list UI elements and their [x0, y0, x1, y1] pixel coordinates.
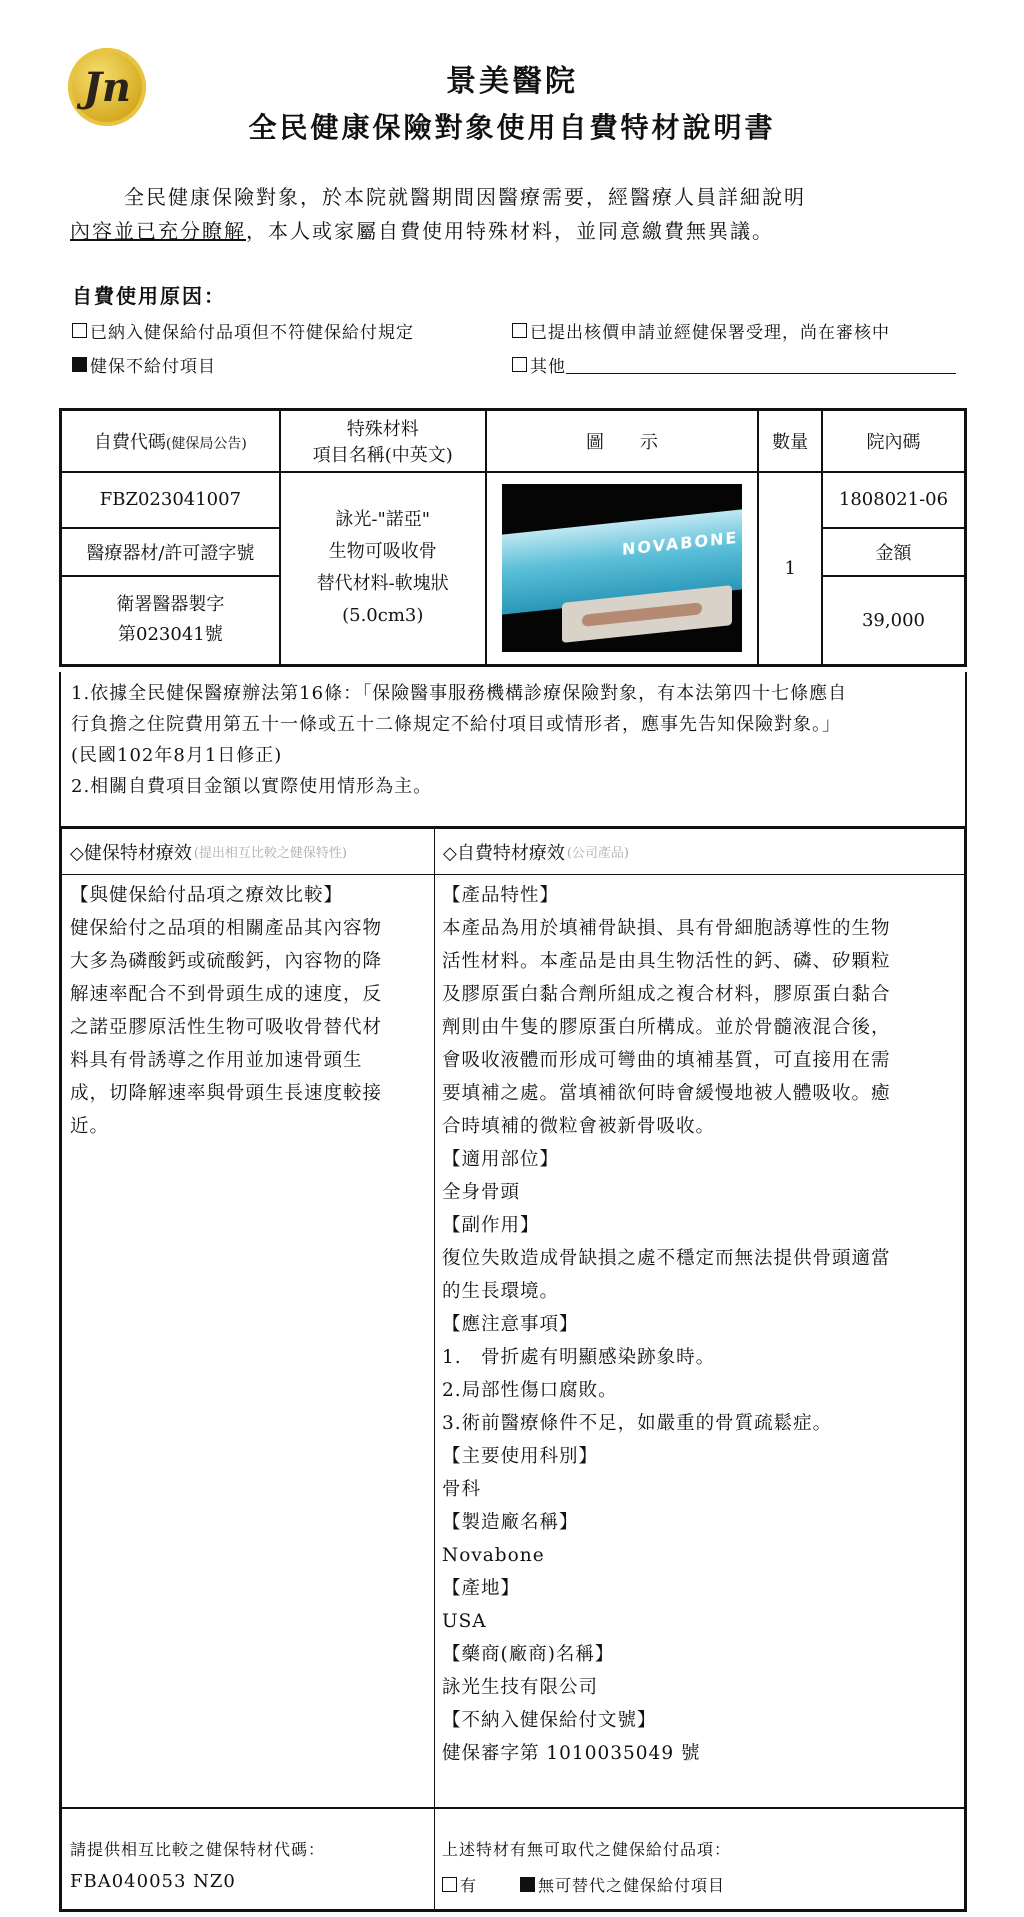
- item-hosp-code: 1808021-06: [822, 472, 966, 528]
- compare-table: [59, 826, 967, 1912]
- intro-underlined: 內容並已充分瞭解: [70, 219, 246, 243]
- content-line: 解速率配合不到骨頭生成的速度，反: [70, 984, 383, 1005]
- hospital-name: 景美醫院: [446, 64, 578, 99]
- header-name: 特殊材料 項目名稱(中英文): [280, 410, 486, 472]
- content-line: 1. 骨折處有明顯感染跡象時。: [442, 1347, 716, 1368]
- item-qty: 1: [758, 472, 822, 666]
- left-header: ◇健保特材療效 (提出相互比較之健保特性): [62, 829, 434, 875]
- content-line: 3.術前醫療條件不足，如嚴重的骨質疏鬆症。: [442, 1413, 833, 1434]
- intro-line-2: ，本人或家屬自費使用特殊材料，並同意繳費無異議。: [246, 219, 774, 243]
- content-line: 之諾亞膠原活性生物可吸收骨替代材: [70, 1017, 383, 1038]
- content-line: 大多為磷酸鈣或硫酸鈣，內容物的降: [70, 951, 383, 972]
- license-label: 醫療器材/許可證字號: [61, 528, 280, 576]
- content-line: Novabone: [442, 1545, 545, 1566]
- content-line: 【副作用】: [442, 1215, 540, 1236]
- reason-heading: 自費使用原因：: [72, 284, 226, 308]
- hospital-logo: Jn: [68, 48, 146, 126]
- content-line: 【不納入健保給付文號】: [442, 1710, 657, 1731]
- content-line: 【與健保給付品項之療效比較】: [70, 885, 344, 906]
- footer-right-label: 上述特材有無可取代之健保給付品項：: [442, 1840, 732, 1859]
- content-line: 的生長環境。: [442, 1281, 560, 1302]
- content-line: 近。: [70, 1116, 110, 1137]
- amount-value: 39,000: [822, 576, 966, 666]
- header-image: 圖 示: [486, 410, 759, 472]
- content-line: 會吸收液體而形成可彎曲的填補基質，可直接用在需: [442, 1050, 891, 1071]
- content-line: 活性材料。本產品是由具生物活性的鈣、磷、矽顆粒: [442, 951, 891, 972]
- right-header: ◇自費特材療效 (公司產品): [435, 829, 964, 875]
- footer-option-no-substitute[interactable]: 無可替代之健保給付項目: [520, 1873, 725, 1896]
- checkbox-icon[interactable]: [512, 357, 527, 372]
- document-title: 全民健康保險對象使用自費特材說明書: [248, 111, 776, 144]
- content-line: 復位失敗造成骨缺損之處不穩定而無法提供骨頭適當: [442, 1248, 891, 1269]
- content-line: 健保審字第 1010035049 號: [442, 1743, 701, 1764]
- header-qty: 數量: [758, 410, 822, 472]
- content-line: 本產品為用於填補骨缺損、具有骨細胞誘導性的生物: [442, 918, 891, 939]
- reason-option-2[interactable]: 已提出核價申請並經健保署受理，尚在審核中: [512, 318, 890, 343]
- content-line: 及膠原蛋白黏合劑所組成之複合材料，膠原蛋白黏合: [442, 984, 891, 1005]
- right-content: [442, 879, 964, 1770]
- intro-line-1: 全民健康保險對象，於本院就醫期間因醫療需要，經醫療人員詳細說明: [124, 185, 806, 209]
- content-line: 【適用部位】: [442, 1149, 560, 1170]
- content-line: 【主要使用科別】: [442, 1446, 599, 1467]
- footer-left-value: FBA040053 NZ0: [70, 1871, 236, 1892]
- reason-option-1[interactable]: 已納入健保給付品項但不符健保給付規定: [72, 318, 414, 343]
- item-name: 詠光-"諾亞" 生物可吸收骨 替代材料-軟塊狀 (5.0cm3): [280, 472, 486, 666]
- content-line: 合時填補的微粒會被新骨吸收。: [442, 1116, 716, 1137]
- other-blank-line[interactable]: [566, 355, 956, 374]
- content-line: 【藥商(廠商)名稱】: [442, 1644, 615, 1665]
- product-photo: NOVABONE: [502, 484, 742, 652]
- checked-checkbox-icon[interactable]: [520, 1877, 535, 1892]
- header-code: 自費代碼(健保局公告): [61, 410, 280, 472]
- content-line: 劑則由牛隻的膠原蛋白所構成。並於骨髓液混合後，: [442, 1017, 891, 1038]
- note-1-line-3: (民國102年8月1日修正): [71, 745, 283, 766]
- header-hosp-code: 院內碼: [822, 410, 966, 472]
- footer-option-yes[interactable]: 有: [442, 1873, 477, 1896]
- content-line: 【產地】: [442, 1578, 521, 1599]
- note-1-line-1: 1.依據全民健保醫療辦法第16條：「保險醫事服務機構診療保險對象，有本法第四十七條應自: [71, 683, 848, 704]
- note-1-line-2: 行負擔之住院費用第五十一條或五十二條規定不給付項目或情形者，應事先告知保險對象。」: [71, 714, 841, 735]
- content-line: 詠光生技有限公司: [442, 1677, 599, 1698]
- notes-block: [59, 672, 967, 826]
- content-line: 全身骨頭: [442, 1182, 521, 1203]
- checkbox-icon[interactable]: [512, 323, 527, 338]
- amount-label: 金額: [822, 528, 966, 576]
- left-content: [70, 879, 430, 1143]
- checkbox-icon[interactable]: [442, 1877, 457, 1892]
- license-number: 衛署醫器製字 第023041號: [61, 576, 280, 666]
- content-line: 健保給付之品項的相關產品其內容物: [70, 918, 383, 939]
- footer-left-label: 請提供相互比較之健保特材代碼：: [70, 1840, 326, 1859]
- content-line: 【製造廠名稱】: [442, 1512, 579, 1533]
- content-line: 骨科: [442, 1479, 482, 1500]
- checkbox-icon[interactable]: [72, 323, 87, 338]
- content-line: 成，切降解速率與骨頭生長速度較接: [70, 1083, 383, 1104]
- reason-option-3[interactable]: 健保不給付項目: [72, 352, 216, 377]
- item-table: [59, 408, 967, 667]
- product-image: [486, 472, 759, 666]
- intro-paragraph: [70, 180, 960, 248]
- note-2: 2.相關自費項目金額以實際使用情形為主。: [71, 776, 433, 797]
- content-line: 2.局部性傷口腐敗。: [442, 1380, 618, 1401]
- content-line: 【應注意事項】: [442, 1314, 579, 1335]
- checked-checkbox-icon[interactable]: [72, 357, 87, 372]
- content-line: 料具有骨誘導之作用並加速骨頭生: [70, 1050, 363, 1071]
- reason-option-4[interactable]: 其他: [512, 352, 956, 377]
- content-line: USA: [442, 1611, 487, 1632]
- item-code: FBZ023041007: [61, 472, 280, 528]
- content-line: 【產品特性】: [442, 885, 560, 906]
- content-line: 要填補之處。當填補欲何時會緩慢地被人體吸收。癒: [442, 1083, 891, 1104]
